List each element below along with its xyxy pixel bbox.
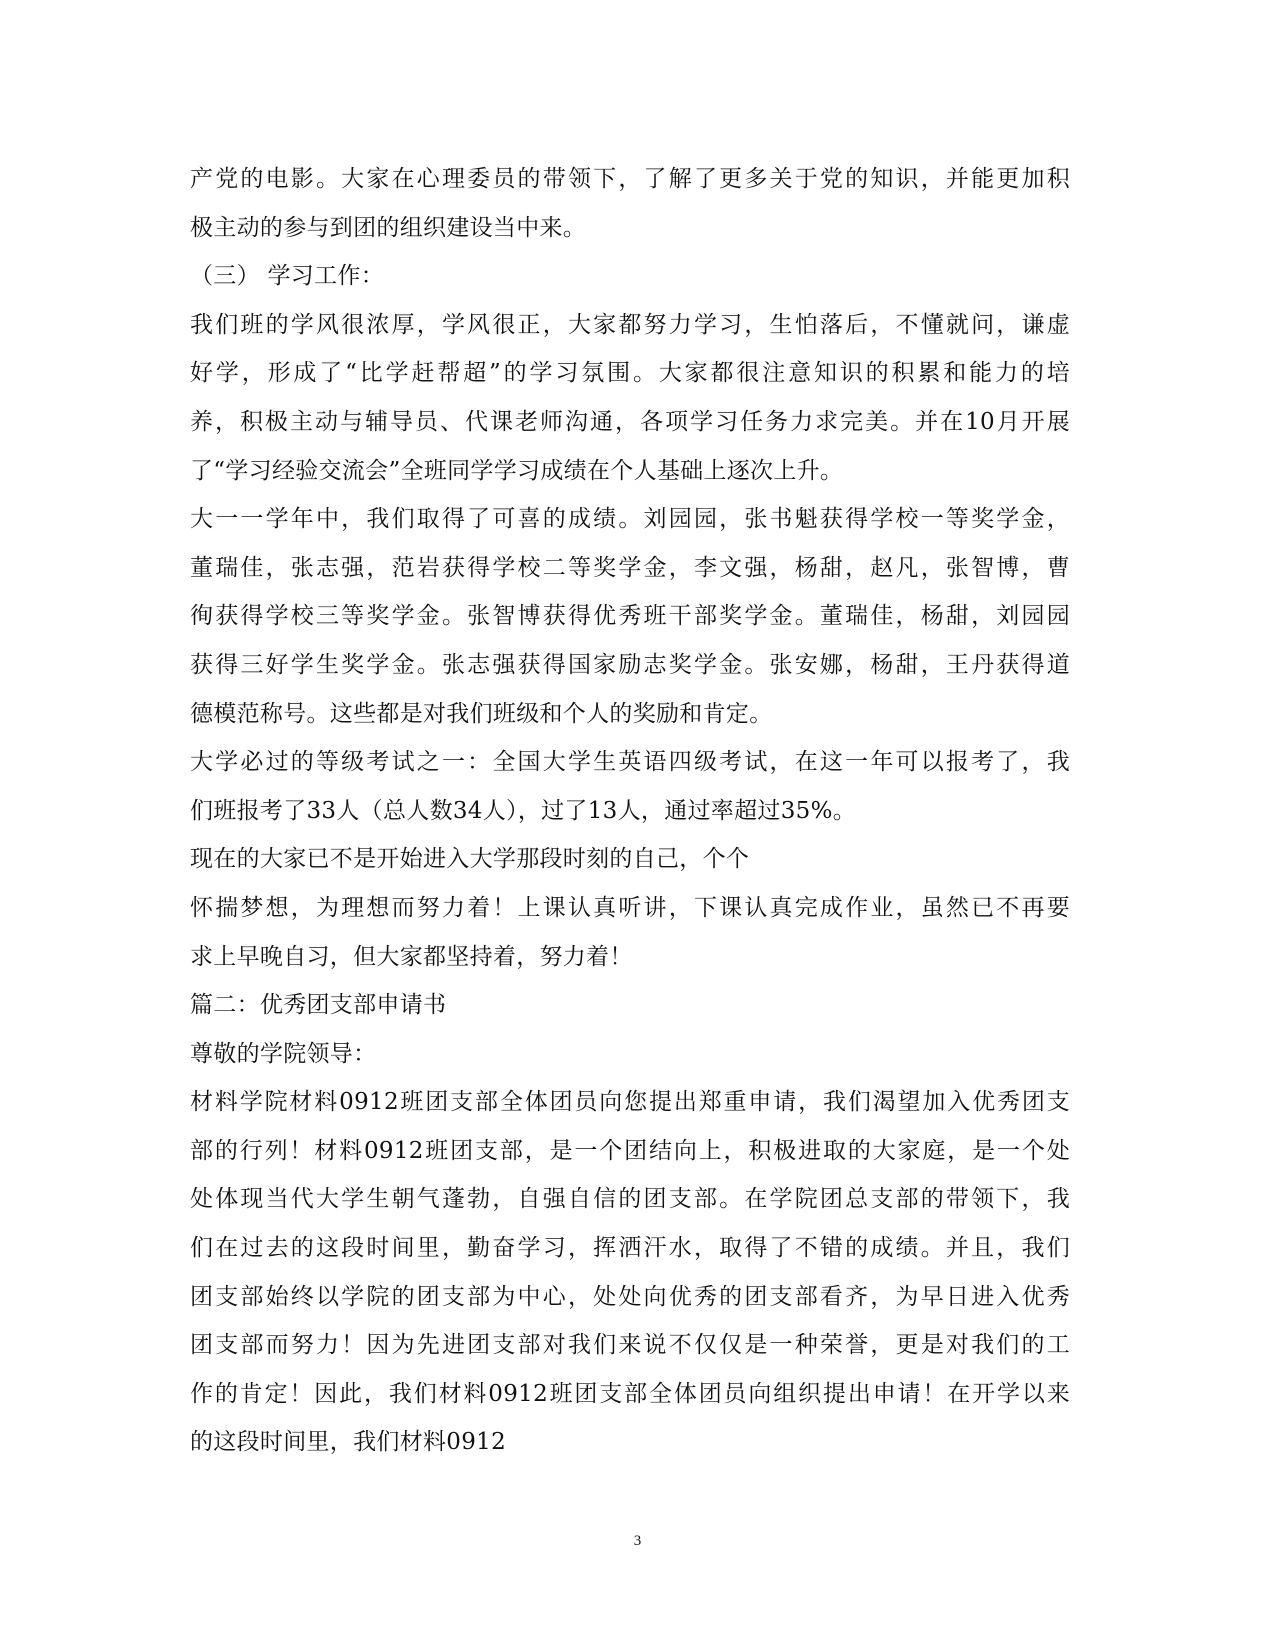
- text-line: 好学，形成了“比学赶帮超”的学习氛围。大家都很注意知识的积累和能力的培: [190, 360, 1070, 387]
- text-line: 部的行列！材料0912班团支部，是一个团结向上，积极进取的大家庭，是一个处: [190, 1137, 1070, 1164]
- salutation: 尊敬的学院领导：: [190, 1040, 377, 1067]
- text-line: 了“学习经验交流会”全班同学学习成绩在个人基础上逐次上升。: [190, 457, 844, 484]
- text-line: 我们班的学风很浓厚，学风很正，大家都努力学习，生怕落后，不懂就问，谦虚: [190, 311, 1070, 338]
- text-line: 团支部而努力！因为先进团支部对我们来说不仅仅是一种荣誉，更是对我们的工: [190, 1332, 1070, 1359]
- text-line: 现在的大家已不是开始进入大学那段时刻的自己，个个: [190, 846, 750, 873]
- text-line: 的这段时间里，我们材料0912: [190, 1429, 507, 1456]
- text-line: 作的肯定！因此，我们材料0912班团支部全体团员向组织提出申请！在开学以来: [190, 1380, 1070, 1407]
- text-line: 获得三好学生奖学金。张志强获得国家励志奖学金。张安娜，杨甜，王丹获得道: [190, 651, 1070, 678]
- text-line: 求上早晚自习，但大家都坚持着，努力着！: [190, 943, 633, 970]
- section-heading: （三） 学习工作：: [190, 263, 385, 290]
- text-line: 徇获得学校三等奖学金。张智博获得优秀班干部奖学金。董瑞佳，杨甜，刘园园: [190, 603, 1070, 630]
- text-line: 董瑞佳，张志强，范岩获得学校二等奖学金，李文强，杨甜，赵凡，张智博，曹: [190, 554, 1070, 581]
- text-line: 怀揣梦想，为理想而努力着！上课认真听讲，下课认真完成作业，虽然已不再要: [190, 894, 1070, 921]
- section-heading: 篇二：优秀团支部申请书: [190, 992, 447, 1019]
- text-line: 处体现当代大学生朝气蓬勃，自强自信的团支部。在学院团总支部的带领下，我: [190, 1186, 1070, 1213]
- text-line: 们在过去的这段时间里，勤奋学习，挥洒汗水，取得了不错的成绩。并且，我们: [190, 1235, 1070, 1262]
- text-line: 德模范称号。这些都是对我们班级和个人的奖励和肯定。: [190, 700, 773, 727]
- text-line: 产党的电影。大家在心理委员的带领下，了解了更多关于党的知识，并能更加积: [190, 166, 1070, 192]
- text-line: 们班报考了33人（总人数34人），过了13人，通过率超过35%。: [190, 797, 857, 824]
- text-line: 极主动的参与到团的组织建设当中来。: [190, 214, 587, 241]
- body-text: [190, 155, 1070, 1467]
- text-line: 材料学院材料0912班团支部全体团员向您提出郑重申请，我们渴望加入优秀团支: [190, 1089, 1070, 1116]
- text-line: 团支部始终以学院的团支部为中心，处处向优秀的团支部看齐，为早日进入优秀: [190, 1283, 1070, 1310]
- page-number: 3: [633, 1533, 642, 1549]
- text-line: 大一一学年中，我们取得了可喜的成绩。刘园园，张书魁获得学校一等奖学金，: [190, 506, 1070, 533]
- text-line: 大学必过的等级考试之一：全国大学生英语四级考试，在这一年可以报考了，我: [190, 749, 1070, 776]
- text-line: 养，积极主动与辅导员、代课老师沟通，各项学习任务力求完美。并在10月开展: [190, 408, 1070, 435]
